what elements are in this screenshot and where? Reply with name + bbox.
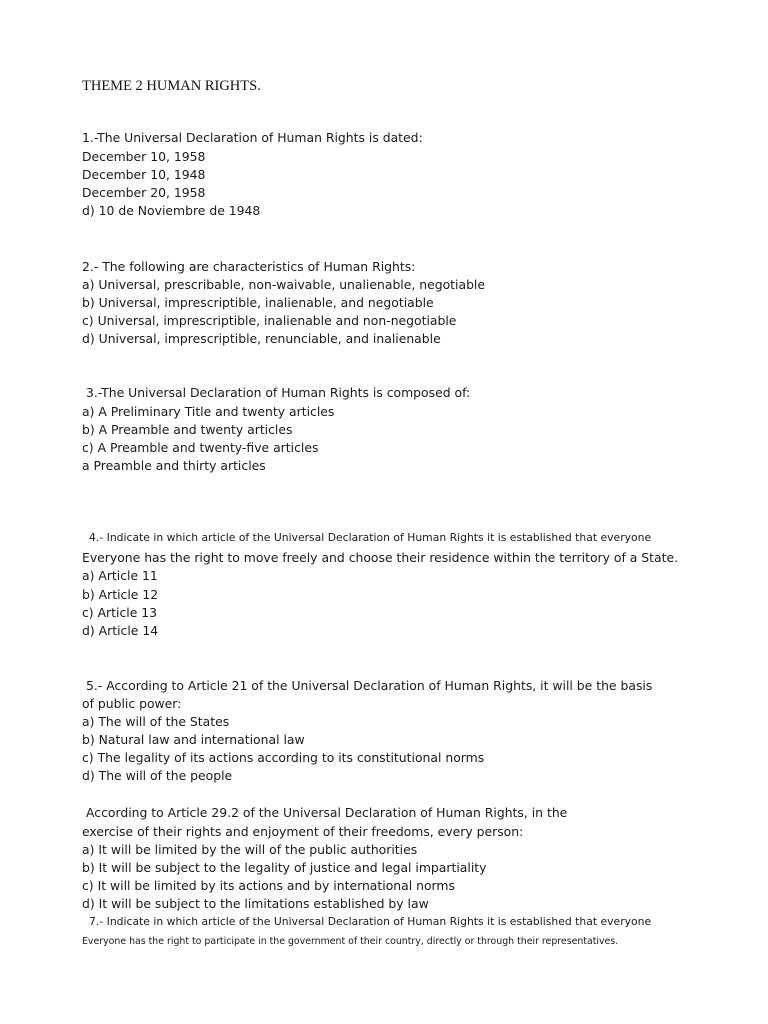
question-6-option-c: c) It will be limited by its actions and by international norms xyxy=(82,878,455,893)
question-7-text-cont: Everyone has the right to participate in the government of their country, directly or through their representatives. xyxy=(82,936,619,947)
page-title: THEME 2 HUMAN RIGHTS. xyxy=(82,78,261,94)
question-1-text: 1.-The Universal Declaration of Human Rights is dated: xyxy=(82,130,423,145)
question-4-text: 4.- Indicate in which article of the Universal Declaration of Human Rights it is established that everyone xyxy=(89,531,652,544)
question-5-option-d: d) The will of the people xyxy=(82,768,233,783)
question-2-text: 2.- The following are characteristics of Human Rights: xyxy=(82,259,416,274)
question-4-option-b: b) Article 12 xyxy=(82,587,159,602)
question-6-text-cont: exercise of their rights and enjoyment of their freedoms, every person: xyxy=(82,824,524,839)
question-1-option-2: December 10, 1948 xyxy=(82,167,206,182)
question-4-option-d: d) Article 14 xyxy=(82,623,159,638)
question-4-option-c: c) Article 13 xyxy=(82,605,158,620)
question-3-text: 3.-The Universal Declaration of Human Rights is composed of: xyxy=(86,385,471,400)
question-7-text: 7.- Indicate in which article of the Universal Declaration of Human Rights it is established that everyone xyxy=(89,915,652,928)
question-5-option-c: c) The legality of its actions according to its constitutional norms xyxy=(82,750,485,765)
question-2-option-d: d) Universal, imprescriptible, renunciable, and inalienable xyxy=(82,331,441,346)
question-2-option-c: c) Universal, imprescriptible, inalienable and non-negotiable xyxy=(82,313,457,328)
question-3-option-c: c) A Preamble and twenty-five articles xyxy=(82,440,319,455)
question-6-option-d: d) It will be subject to the limitations established by law xyxy=(82,896,429,911)
question-3-option-b: b) A Preamble and twenty articles xyxy=(82,422,293,437)
question-3-option-a: a) A Preliminary Title and twenty articles xyxy=(82,404,335,419)
question-6-option-b: b) It will be subject to the legality of justice and legal impartiality xyxy=(82,860,487,875)
question-2-option-a: a) Universal, prescribable, non-waivable, unalienable, negotiable xyxy=(82,277,485,292)
question-3-option-d: a Preamble and thirty articles xyxy=(82,458,266,473)
question-1-option-3: December 20, 1958 xyxy=(82,185,206,200)
question-1-option-1: December 10, 1958 xyxy=(82,149,206,164)
question-5-option-a: a) The will of the States xyxy=(82,714,230,729)
question-5-text: 5.- According to Article 21 of the Universal Declaration of Human Rights, it will be the basis xyxy=(86,678,653,693)
question-5-text-cont: of public power: xyxy=(82,696,182,711)
question-4-option-a: a) Article 11 xyxy=(82,568,158,583)
question-5-option-b: b) Natural law and international law xyxy=(82,732,305,747)
question-6-option-a: a) It will be limited by the will of the public authorities xyxy=(82,842,418,857)
question-6-text: According to Article 29.2 of the Universal Declaration of Human Rights, in the xyxy=(86,805,568,820)
question-2-option-b: b) Universal, imprescriptible, inalienable, and negotiable xyxy=(82,295,434,310)
question-4-text-cont: Everyone has the right to move freely and choose their residence within the territory of a State. xyxy=(82,550,679,565)
question-1-option-4: d) 10 de Noviembre de 1948 xyxy=(82,203,261,218)
